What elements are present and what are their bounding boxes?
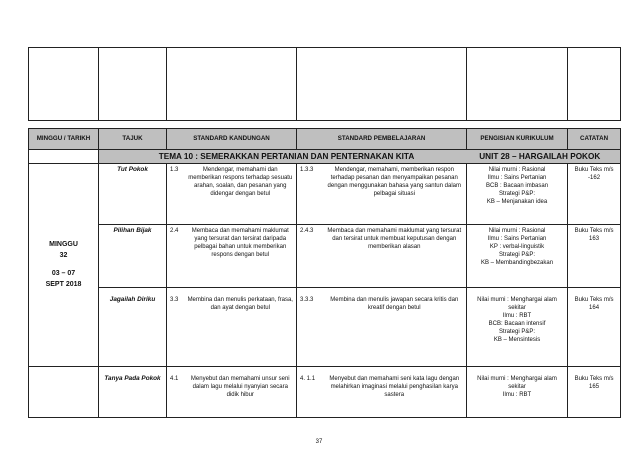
notes-cell: Buku Teks m/s -162 <box>568 164 621 225</box>
sk-text: Menyebut dan memahami unsur seni dalam lagu melalui nyanyian secara didik hibur <box>185 367 297 418</box>
curriculum-line: BCB: Bacaan intensif <box>488 321 546 328</box>
table-row <box>29 164 621 225</box>
header-week: MINGGU / TARIKH <box>29 129 99 150</box>
sp-text: Membina dan menulis jawapan secara kritis dan kreatif dengan betul <box>323 288 467 367</box>
sk-text: Membaca dan memahami maklumat yang tersurat dan tersirat daripada pelbagai bahan untuk memberikan respons dengan betul <box>185 225 297 288</box>
week-cell <box>29 164 99 367</box>
empty-cell <box>99 48 167 121</box>
curriculum-line: Strategi P&P: <box>499 329 536 336</box>
curriculum-cell <box>467 288 568 367</box>
sp-code: 2.4.3 <box>297 225 323 288</box>
theme-blank <box>29 150 99 164</box>
header-notes: CATATAN <box>568 129 621 150</box>
table-row <box>29 367 621 418</box>
empty-cell <box>29 48 99 121</box>
topic-cell: Pilihan Bijak <box>99 225 167 288</box>
curriculum-line: Ilmu : Sains Pertanian <box>487 236 547 243</box>
sp-text: Membaca dan memahami maklumat yang tersurat dan tersirat untuk membuat keputusan dengan memberikan alasan <box>323 225 467 288</box>
empty-cell <box>297 48 467 121</box>
curriculum-line: KB – Membandingbezakan <box>481 260 554 267</box>
header-curriculum: PENGISIAN KURIKULUM <box>467 129 568 150</box>
header-row <box>29 129 621 150</box>
theme-title: TEMA 10 : SEMERAKKAN PERTANIAN DAN PENTERNAKAN KITA <box>158 151 415 161</box>
sp-code: 4. 1.1 <box>297 367 323 418</box>
theme-cell <box>99 150 621 164</box>
curriculum-line: Nilai murni : Rasional <box>488 167 546 173</box>
curriculum-line: KP : verbal-linguistik <box>489 244 545 251</box>
previous-table-remnant <box>28 47 621 121</box>
curriculum-line: Ilmu : RBT <box>502 313 532 320</box>
page-number: 37 <box>315 439 323 445</box>
sk-code: 3.3 <box>167 288 185 367</box>
week-date-month: SEPT 2018 <box>45 280 82 288</box>
table-row <box>29 288 621 367</box>
curriculum-line: Strategi P&P: <box>499 252 536 259</box>
curriculum-cell <box>467 164 568 225</box>
empty-cell <box>167 48 297 121</box>
curriculum-line: BCB : Bacaan imbasan <box>486 183 549 190</box>
week-label: MINGGU <box>49 241 78 248</box>
curriculum-line: Nilai murni : Rasional <box>488 228 546 234</box>
sk-code: 1.3 <box>167 164 185 225</box>
week-date: 03 – 07 <box>51 270 76 277</box>
notes-cell: Buku Teks m/s 165 <box>568 367 621 418</box>
table-row <box>29 225 621 288</box>
sk-code: 4.1 <box>167 367 185 418</box>
curriculum-line: Ilmu : Sains Pertanian <box>487 175 547 182</box>
sk-code: 2.4 <box>167 225 185 288</box>
sp-code: 3.3.3 <box>297 288 323 367</box>
header-learning-standard: STANDARD PEMBELAJARAN <box>297 129 467 150</box>
topic-cell: Tanya Pada Pokok <box>99 367 167 418</box>
lesson-plan-table <box>28 128 621 418</box>
notes-cell: Buku Teks m/s 163 <box>568 225 621 288</box>
sp-text: Mendengar, memahami, memberikan respon terhadap pesanan dan menyampaikan pesanan dengan menggunakan bahasa yang santun dalam pelbagai situasi <box>323 164 467 225</box>
curriculum-cell <box>467 225 568 288</box>
notes-cell: Buku Teks m/s 164 <box>568 288 621 367</box>
curriculum-line: Strategi P&P: <box>499 191 536 198</box>
header-topic: TAJUK <box>99 129 167 150</box>
empty-row <box>29 48 621 121</box>
sp-code: 1.3.3 <box>297 164 323 225</box>
curriculum-line: KB – Mensintesis <box>493 337 541 344</box>
curriculum-line: Ilmu : RBT <box>502 392 532 399</box>
empty-cell <box>568 48 621 121</box>
topic-cell: Jagailah Diriku <box>99 288 167 367</box>
theme-row <box>29 150 621 164</box>
empty-cell <box>467 48 568 121</box>
curriculum-line: Nilai murni : Menghargai alam sekitar <box>477 376 557 391</box>
topic-cell: Tut Pokok <box>99 164 167 225</box>
unit-title: UNIT 28 – HARGAILAH POKOK <box>479 151 601 161</box>
curriculum-line: Nilai murni : Menghargai alam sekitar <box>477 297 557 312</box>
sk-text: Membina dan menulis perkataan, frasa, dan ayat dengan betul <box>185 288 297 367</box>
curriculum-line: KB – Menjanakan idea <box>486 199 548 206</box>
week-number: 32 <box>59 251 68 259</box>
sp-text: Menyebut dan memahami seni kata lagu dengan melahirkan imaginasi melalui penghasilan karya sastera <box>323 367 467 418</box>
sk-text: Mendengar, memahami dan memberikan respons terhadap sesuatu arahan, soalan, dan pesanan yang didengar dengan betul <box>185 164 297 225</box>
header-content-standard: STANDARD KANDUNGAN <box>167 129 297 150</box>
curriculum-cell <box>467 367 568 418</box>
week-blank <box>29 367 99 418</box>
